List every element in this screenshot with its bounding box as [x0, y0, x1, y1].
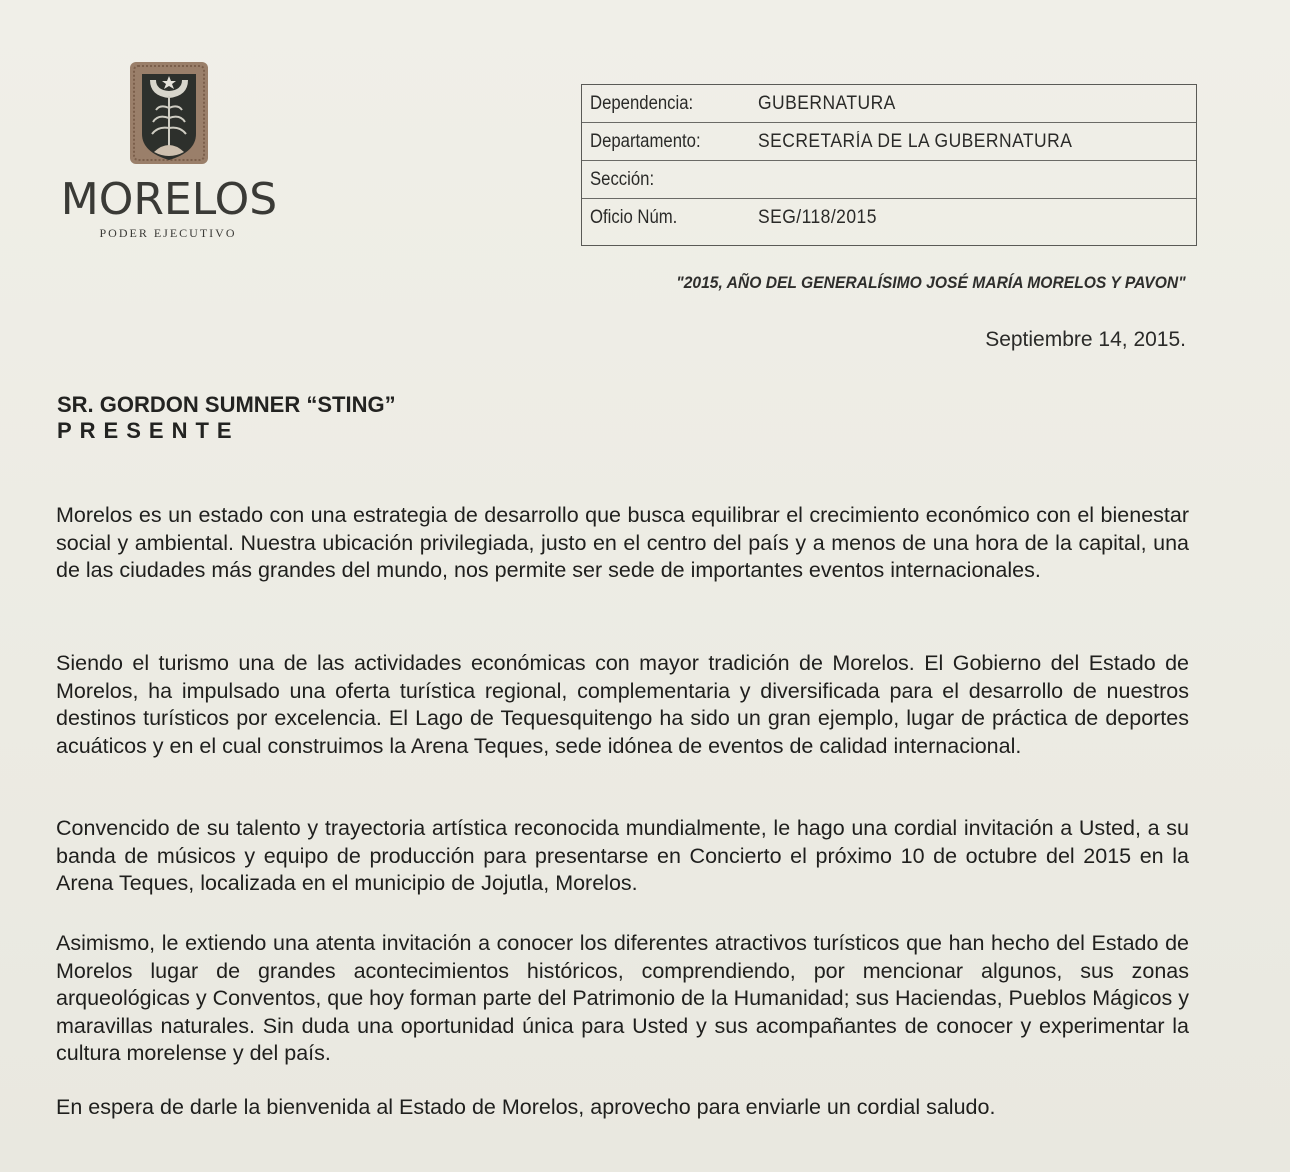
table-row-dependencia — [582, 85, 1196, 123]
row-value: SECRETARÍA DE LA GUBERNATURA — [758, 131, 1073, 152]
addressee-presente: PRESENTE — [57, 418, 240, 443]
morelos-logo — [52, 58, 284, 248]
closing-paragraph: En espera de darle la bienvenida al Estado de Morelos, aprovecho para enviarle un cordial saludo. — [56, 1095, 996, 1119]
row-label: Dependencia: — [590, 93, 694, 114]
paragraph: Convencido de su talento y trayectoria artística reconocida mundialmente, le hago una cordial invitación a Usted, a su banda de músicos y equipo de producción para presentarse en Concierto el próximo 10 de octubre del 2015 en la Arena Teques, localizada en el municipio de Jojutla, Morelos. — [56, 816, 1189, 895]
logo-name: MORELOS — [60, 174, 278, 225]
row-value: SEG/118/2015 — [758, 207, 877, 228]
table-row-seccion — [582, 161, 1196, 199]
row-label: Departamento: — [590, 131, 701, 152]
addressee-name: SR. GORDON SUMNER “STING” — [57, 392, 396, 417]
table-row-oficio — [582, 199, 1196, 237]
year-motto: "2015, AÑO DEL GENERALÍSIMO JOSÉ MARÍA MORELOS Y PAVON" — [676, 273, 1186, 292]
table-row-departamento — [582, 123, 1196, 161]
logo-subtitle: PODER EJECUTIVO — [99, 226, 237, 240]
reference-table — [581, 84, 1197, 246]
paragraph: Asimismo, le extiendo una atenta invitación a conocer los diferentes atractivos turísticos que han hecho del Estado de Morelos lugar de grandes acontecimientos históricos, comprendiendo, por mencionar algunos, sus zonas arqueológicas y Conventos, que hoy forman parte del Patrimonio de la Humanidad; sus Haciendas, Pueblos Mágicos y maravillas naturales. Sin duda una oportunidad única para Usted y sus acompañantes de conocer y experimentar la cultura morelense y del país. — [56, 931, 1189, 1065]
row-value: GUBERNATURA — [758, 93, 896, 114]
coat-of-arms-icon — [128, 60, 210, 168]
row-label: Sección: — [590, 169, 655, 190]
row-label: Oficio Núm. — [590, 207, 678, 228]
paragraph: Siendo el turismo una de las actividades económicas con mayor tradición de Morelos. El Gobierno del Estado de Morelos, ha impulsado una oferta turística regional, complementaria y diversificada para el desarrollo de nuestros destinos turísticos por excelencia. El Lago de Tequesquitengo ha sido un gran ejemplo, lugar de práctica de deportes acuáticos y en el cual construimos la Arena Teques, sede idónea de eventos de calidad internacional. — [56, 651, 1189, 758]
paragraph: Morelos es un estado con una estrategia de desarrollo que busca equilibrar el crecimiento económico con el bienestar social y ambiental. Nuestra ubicación privilegiada, justo en el centro del país y a menos de una hora de la capital, una de las ciudades más grandes del mundo, nos permite ser sede de importantes eventos internacionales. — [56, 503, 1189, 582]
letter-date: Septiembre 14, 2015. — [985, 328, 1186, 351]
